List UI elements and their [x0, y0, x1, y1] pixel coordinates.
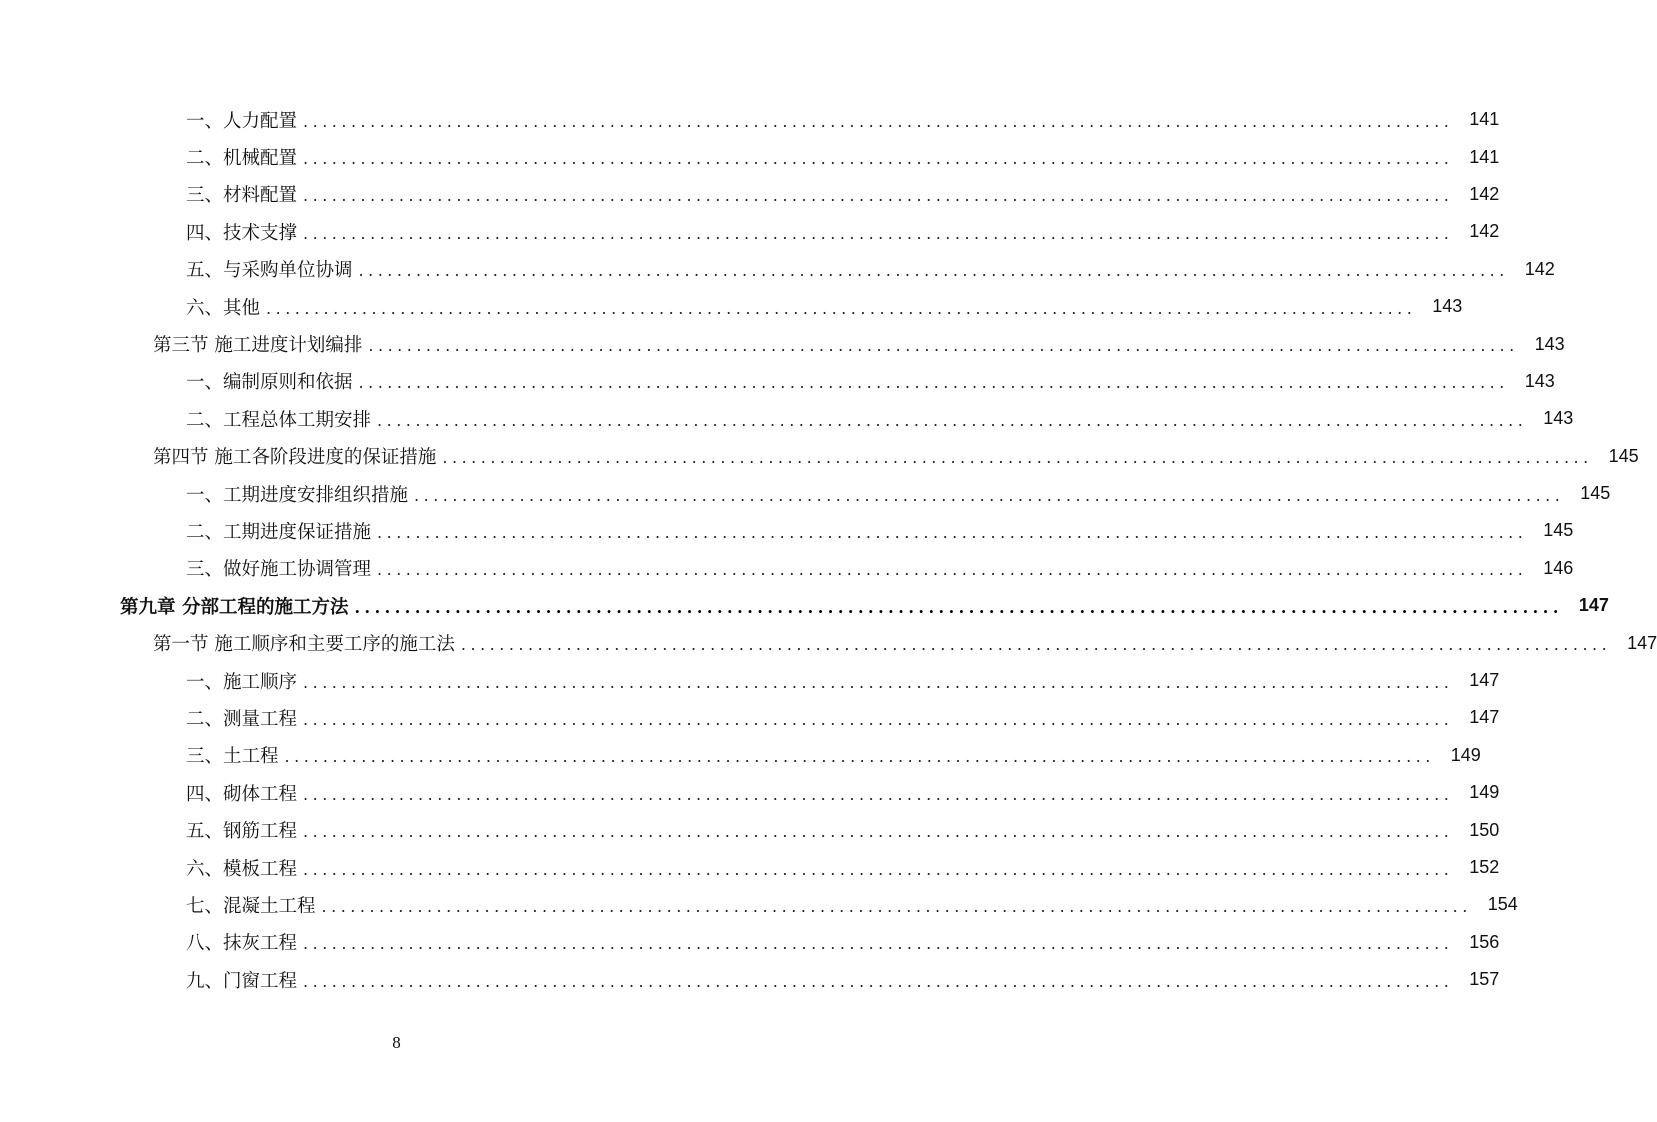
toc-entry-label: 七、混凝土工程 [186, 892, 322, 918]
toc-entry-page-number: 147 [1469, 707, 1500, 728]
dot-leader: ........................................................................................................................ [460, 635, 1612, 655]
toc-entry-label: 六、模板工程 [186, 855, 303, 881]
toc-entry-item[interactable] [186, 400, 1574, 437]
dot-leader: ........................................................................................................................ [321, 896, 1472, 916]
dot-leader: ........................................................................................................................ [303, 859, 1454, 879]
toc-entry-section[interactable] [153, 325, 1565, 362]
toc-entry-item[interactable] [186, 737, 1481, 774]
dot-leader: ........................................................................................................................ [358, 373, 1509, 393]
toc-entry-label: 第四节 施工各阶段进度的保证措施 [153, 443, 442, 469]
toc-entry-item[interactable] [186, 288, 1463, 325]
dot-leader: ........................................................................................................................ [303, 223, 1454, 243]
toc-entry-item[interactable] [186, 550, 1574, 587]
toc-entry-item[interactable] [186, 886, 1518, 923]
toc-entry-item[interactable] [186, 924, 1500, 961]
dot-leader: ........................................................................................................................ [303, 934, 1454, 954]
toc-entry-label: 八、抹灰工程 [186, 929, 303, 955]
dot-leader: ........................................................................................................................ [303, 822, 1454, 842]
toc-entry-label: 二、工期进度保证措施 [186, 518, 377, 544]
dot-leader: ........................................................................................................................ [377, 560, 1528, 580]
toc-entry-label: 九、门窗工程 [186, 967, 303, 993]
toc-entry-item[interactable] [186, 961, 1500, 998]
toc-entry-page-number: 154 [1487, 894, 1518, 915]
dot-leader: ........................................................................................................................ [303, 971, 1454, 991]
toc-entry-item[interactable] [186, 475, 1611, 512]
toc-entry-item[interactable] [186, 811, 1500, 848]
toc-entry-label: 三、土工程 [186, 742, 285, 768]
toc-entry-item[interactable] [186, 213, 1500, 250]
toc-entry-page-number: 141 [1469, 146, 1500, 167]
toc-entry-page-number: 149 [1469, 782, 1500, 803]
toc-entry-page-number: 149 [1450, 744, 1481, 765]
toc-entry-label: 二、机械配置 [186, 144, 303, 170]
toc-entry-page-number: 141 [1469, 109, 1500, 130]
toc-entry-page-number: 145 [1608, 445, 1639, 466]
toc-entry-page-number: 150 [1469, 819, 1500, 840]
toc-entry-label: 四、砌体工程 [186, 780, 303, 806]
toc-entry-page-number: 143 [1524, 370, 1555, 391]
toc-entry-page-number: 147 [1469, 670, 1500, 691]
toc-entry-page-number: 146 [1543, 557, 1574, 578]
dot-leader: ........................................................................................................................ [377, 410, 1528, 430]
toc-entry-label: 一、施工顺序 [186, 668, 303, 694]
toc-entry-page-number: 145 [1580, 483, 1611, 504]
toc-entry-label: 三、材料配置 [186, 181, 303, 207]
toc-entry-page-number: 147 [1627, 632, 1657, 653]
toc-entry-item[interactable] [186, 251, 1555, 288]
dot-leader: ........................................................................................................................ [303, 784, 1454, 804]
dot-leader: ........................................................................................................................ [284, 747, 1435, 767]
toc-entry-item[interactable] [186, 662, 1500, 699]
toc-entry-label: 第三节 施工进度计划编排 [153, 331, 368, 357]
dot-leader: ........................................................................................................................ [303, 149, 1454, 169]
page-number: 8 [392, 1033, 401, 1052]
toc-entry-page-number: 142 [1469, 221, 1500, 242]
toc-entry-page-number: 152 [1469, 857, 1500, 877]
toc-entry-page-number: 143 [1432, 296, 1463, 317]
toc-entry-chapter[interactable] [120, 587, 1609, 624]
toc-entry-label: 二、测量工程 [186, 705, 303, 731]
toc-entry-label: 四、技术支撑 [186, 219, 303, 245]
toc-entry-label: 六、其他 [186, 294, 266, 320]
toc-entry-label: 第一节 施工顺序和主要工序的施工法 [153, 630, 461, 656]
toc-entry-label: 一、编制原则和依据 [186, 368, 359, 394]
toc-entry-item[interactable] [186, 774, 1500, 811]
toc-entry-item[interactable] [186, 512, 1574, 549]
dot-leader: ........................................................................................................................ [303, 672, 1454, 692]
dot-leader: ........................................................................................................................ [414, 485, 1565, 505]
dot-leader: ........................................................................................................................ [377, 522, 1528, 542]
toc-entry-item[interactable] [186, 138, 1500, 175]
toc-entry-page-number: 142 [1469, 183, 1500, 204]
toc-entry-page-number: 145 [1543, 520, 1574, 541]
toc-entry-section[interactable] [153, 624, 1657, 661]
toc-entry-page-number: 143 [1543, 408, 1574, 429]
toc-entry-label: 第九章 分部工程的施工方法 [120, 593, 354, 619]
dot-leader: ........................................................................................................................ [442, 448, 1593, 468]
toc-entry-page-number: 147 [1578, 595, 1609, 616]
toc-entry-label: 五、与采购单位协调 [186, 256, 359, 282]
toc-entry-label: 一、工期进度安排组织措施 [186, 481, 414, 507]
toc-entry-item[interactable] [186, 699, 1500, 736]
dot-leader: ........................................................................................................................ [303, 186, 1454, 206]
toc-entry-item[interactable] [186, 849, 1500, 886]
dot-leader: ........................................................................................................................ [368, 336, 1519, 356]
toc-entry-label: 一、人力配置 [186, 107, 303, 133]
dot-leader: ........................................................................................................................ [266, 298, 1417, 318]
toc-entry-item[interactable] [186, 363, 1555, 400]
toc-entry-item[interactable] [186, 176, 1500, 213]
toc-entry-page-number: 143 [1534, 333, 1565, 354]
toc-entry-label: 五、钢筋工程 [186, 817, 303, 843]
dot-leader: ........................................................................................................................ [303, 709, 1454, 729]
toc-entry-section[interactable] [153, 438, 1639, 475]
toc-entry-label: 三、做好施工协调管理 [186, 555, 377, 581]
toc-entry-page-number: 157 [1469, 969, 1500, 990]
dot-leader: ........................................................................................................................ [303, 111, 1454, 131]
dot-leader: ........................................................................................................................ [358, 261, 1509, 281]
toc-entry-item[interactable] [186, 101, 1500, 138]
dot-leader: ........................................................................................................................ [354, 597, 1563, 617]
toc-entry-page-number: 156 [1469, 931, 1500, 952]
toc-entry-page-number: 142 [1524, 258, 1555, 279]
toc-entry-label: 二、工程总体工期安排 [186, 406, 377, 432]
table-of-contents [0, 101, 1657, 998]
